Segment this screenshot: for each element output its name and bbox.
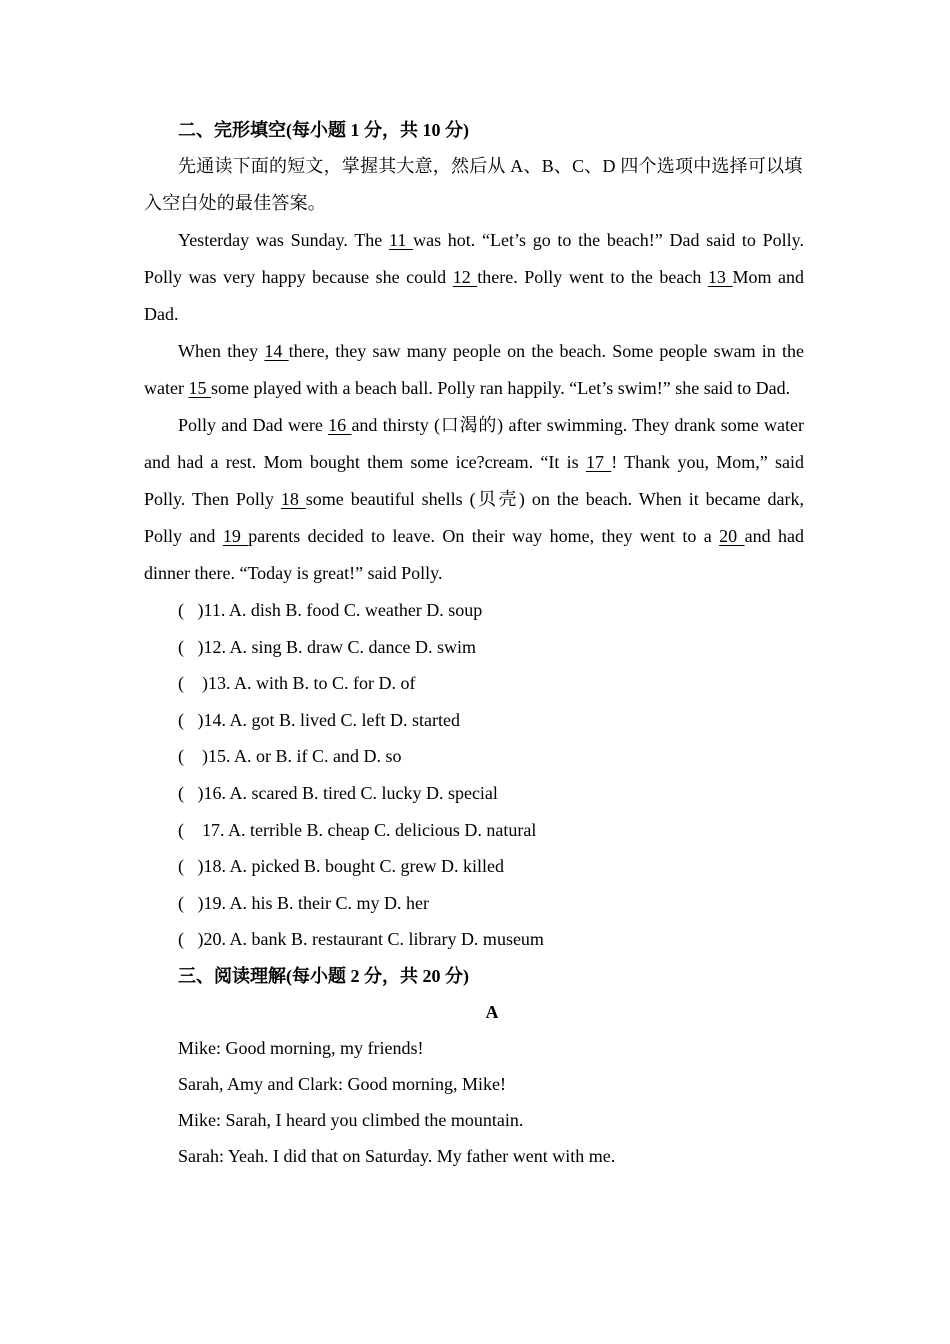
passage-text: Mom and Dad. <box>144 267 805 324</box>
reading-section-label: A <box>485 1001 499 1022</box>
passage-text: and had dinner there. “Today is great!” said Polly. <box>144 526 804 583</box>
blank-15: 15 <box>188 378 211 398</box>
passage-text: When they <box>178 341 265 361</box>
exam-page <box>144 112 804 1174</box>
reading-heading: 三、阅读理解(每小题 2 分，共 20 分) <box>178 965 469 986</box>
cloze-options-list <box>144 592 804 958</box>
blank-18: 18 <box>280 489 306 509</box>
question-14-options: ( )14. A. got B. lived C. left D. started <box>178 709 460 730</box>
passage-text: some played with a beach ball. Polly ran happily. “Let’s swim!” she said to Dad. <box>210 378 791 398</box>
question-18-options: ( )18. A. picked B. bought C. grew D. killed <box>178 856 504 877</box>
blank-19: 19 <box>222 526 249 546</box>
passage-text: and thirsty (口渴的) after swimming. They drank some water and had a rest. Mom bought them some ice?cream. “It is <box>144 415 804 472</box>
blank-12: 12 <box>452 267 478 287</box>
question-12-options: ( )12. A. sing B. draw C. dance D. swim <box>178 636 476 657</box>
question-17-options: ( 17. A. terrible B. cheap C. delicious D. natural <box>178 819 537 840</box>
passage-text: was hot. “Let’s go to the beach!” Dad said to Polly. Polly was very happy because she could <box>144 230 804 287</box>
dialog-line: Sarah: Yeah. I did that on Saturday. My father went with me. <box>178 1145 616 1166</box>
passage-text: Yesterday was Sunday. The <box>178 230 390 250</box>
passage-text: ! Thank you, Mom,” said Polly. Then Polly <box>144 452 804 509</box>
question-20-options: ( )20. A. bank B. restaurant C. library D. museum <box>178 929 544 950</box>
blank-20: 20 <box>719 526 745 546</box>
question-16-options: ( )16. A. scared B. tired C. lucky D. special <box>178 782 498 803</box>
blank-14: 14 <box>264 341 289 361</box>
question-19-options: ( )19. A. his B. their C. my D. her <box>178 892 429 913</box>
passage-text: there. Polly went to the beach <box>477 267 708 287</box>
question-15-options: ( )15. A. or B. if C. and D. so <box>178 746 402 767</box>
passage-text: there, they saw many people on the beach. Some people swam in the water <box>144 341 805 398</box>
blank-17: 17 <box>585 452 612 472</box>
cloze-instruction: 先通读下面的短文，掌握其大意，然后从 A、B、C、D 四个选项中选择可以填入空白处的最佳答案。 <box>144 156 803 213</box>
dialog-line: Mike: Sarah, I heard you climbed the mountain. <box>178 1109 524 1130</box>
blank-16: 16 <box>328 415 352 435</box>
cloze-paragraph-3 <box>144 407 804 592</box>
blank-13: 13 <box>707 267 733 287</box>
cloze-paragraph-1 <box>144 222 804 333</box>
cloze-paragraph-2 <box>144 333 804 407</box>
blank-11: 11 <box>389 230 414 250</box>
passage-text: some beautiful shells (贝壳) on the beach. When it became dark, Polly and <box>144 489 805 546</box>
question-13-options: ( )13. A. with B. to C. for D. of <box>178 673 416 694</box>
passage-text: Polly and Dad were <box>178 415 329 435</box>
question-11-options: ( )11. A. dish B. food C. weather D. soup <box>178 600 483 620</box>
cloze-heading: 二、完形填空(每小题 1 分，共 10 分) <box>178 120 469 140</box>
passage-text: parents decided to leave. On their way home, they went to a <box>248 526 720 546</box>
dialog-line: Sarah, Amy and Clark: Good morning, Mike! <box>178 1073 506 1094</box>
dialog-line: Mike: Good morning, my friends! <box>178 1037 424 1058</box>
